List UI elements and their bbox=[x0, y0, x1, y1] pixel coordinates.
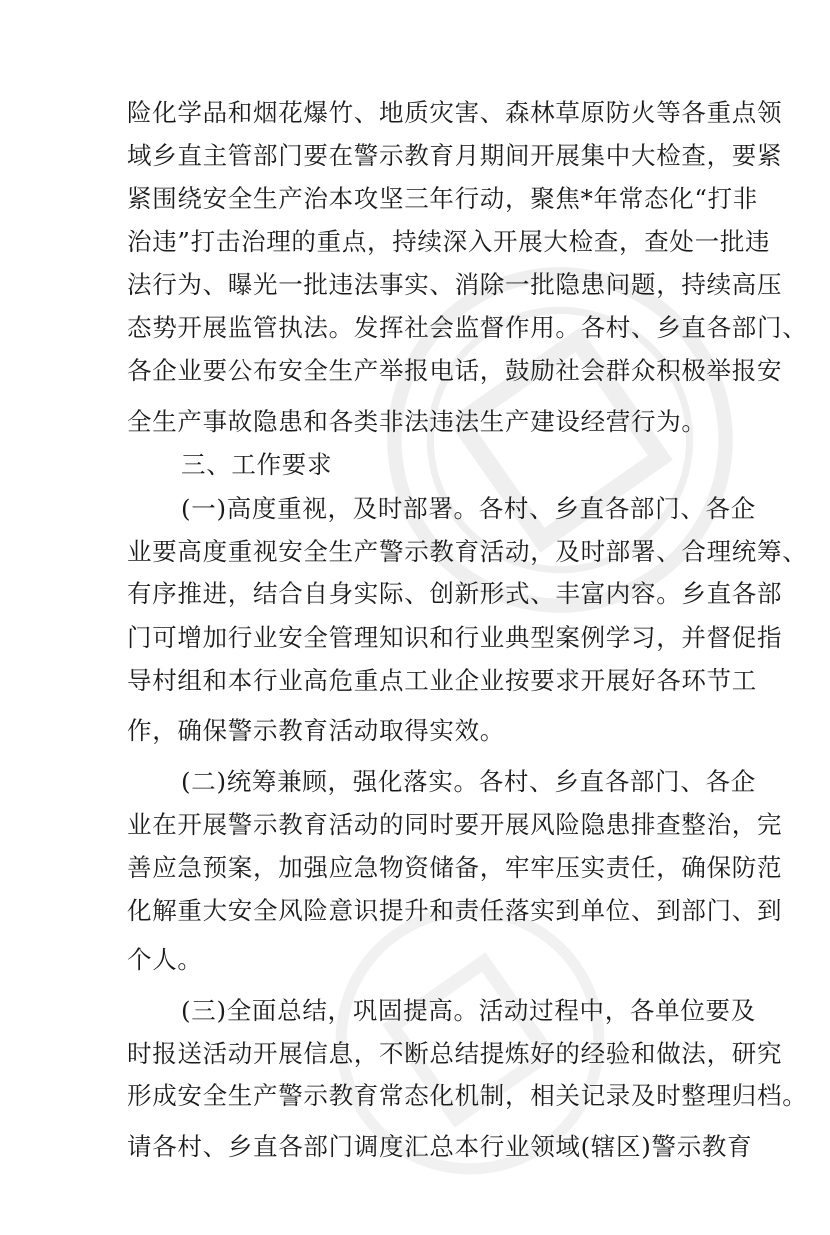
item-1-heading-line: (一)高度重视，及时部署。各村、乡直各部门、各企 bbox=[181, 493, 756, 523]
text-line-20: 个人。 bbox=[127, 945, 203, 975]
item-3-heading-line: (三)全面总结，巩固提高。活动过程中，各单位要及 bbox=[181, 995, 756, 1025]
text-line-23: 形成安全生产警示教育常态化机制，相关记录及时整理归档。 bbox=[127, 1081, 808, 1111]
section-heading-requirements: 三、工作要求 bbox=[181, 449, 333, 479]
text-line-13: 门可增加行业安全管理知识和行业典型案例学习，并督促指 bbox=[127, 622, 783, 652]
item-2-heading-line: (二)统筹兼顾，强化落实。各村、乡直各部门、各企 bbox=[181, 767, 756, 796]
text-line-11: 业要高度重视安全生产警示教育活动，及时部署、合理统筹、 bbox=[127, 537, 808, 567]
text-line-4: 治违”打击治理的重点，持续深入开展大检查，查处一批违 bbox=[127, 227, 771, 257]
text-line-2: 域乡直主管部门要在警示教育月期间开展集中大检查，要紧 bbox=[127, 141, 783, 171]
watermark-seal-icon bbox=[309, 189, 810, 690]
text-line-17: 业在开展警示教育活动的同时要开展风险隐患排查整治，完 bbox=[127, 810, 783, 840]
text-line-22: 时报送活动开展信息，不断总结提炼好的经验和做法，研究 bbox=[127, 1039, 783, 1069]
text-line-24: 请各村、乡直各部门调度汇总本行业领域(辖区)警示教育 bbox=[127, 1132, 753, 1161]
text-line-19: 化解重大安全风险意识提升和责任落实到单位、到部门、到 bbox=[127, 895, 783, 925]
text-line-5: 法行为、曝光一批违法事实、消除一批隐患问题，持续高压 bbox=[127, 269, 783, 299]
text-line-15: 作，确保警示教育活动取得实效。 bbox=[127, 716, 505, 746]
text-line-14: 导村组和本行业高危重点工业企业按要求开展好各环节工 bbox=[127, 665, 757, 695]
text-line-3: 紧围绕安全生产治本攻坚三年行动，聚焦*年常态化“打非 bbox=[127, 184, 758, 214]
text-line-6: 态势开展监管执法。发挥社会监督作用。各村、乡直各部门、 bbox=[127, 312, 808, 342]
text-line-8: 全生产事故隐患和各类非法违法生产建设经营行为。 bbox=[127, 406, 707, 436]
text-line-18: 善应急预案，加强应急物资储备，牢牢压实责任，确保防范 bbox=[127, 853, 783, 883]
text-line-7: 各企业要公布安全生产举报电话，鼓励社会群众积极举报安 bbox=[127, 356, 783, 386]
text-line-1: 险化学品和烟花爆竹、地质灾害、森林草原防火等各重点领 bbox=[127, 98, 783, 127]
text-line-12: 有序推进，结合自身实际、创新形式、丰富内容。乡直各部 bbox=[127, 579, 783, 609]
